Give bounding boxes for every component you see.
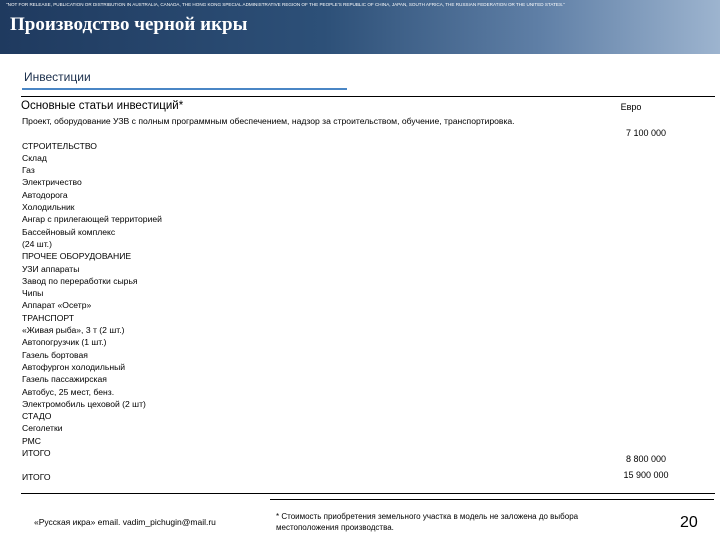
table-row: Ангар с прилегающей территорией bbox=[22, 214, 162, 225]
table-row: Завод по переработки сырья bbox=[22, 275, 138, 286]
table-row: Электромобиль цеховой (2 шт) bbox=[22, 398, 146, 409]
footnote: * Стоимость приобретения земельного участка в модель не заложена до выбора местоположения производства. bbox=[276, 512, 579, 532]
table-row: УЗИ аппараты bbox=[22, 263, 80, 274]
table-header-items: Основные статьи инвестиций* bbox=[21, 100, 184, 112]
table-row: СТАДО bbox=[22, 411, 52, 422]
table-row: (24 шт.) bbox=[22, 238, 52, 249]
table-header-currency: Евро bbox=[620, 102, 642, 112]
footer-divider bbox=[270, 499, 714, 500]
table-row: СТРОИТЕЛЬСТВО bbox=[22, 140, 97, 151]
footer-contact: «Русская икра» email. vadim_pichugin@mail.ru bbox=[34, 517, 216, 527]
table-row: «Живая рыба», 3 т (2 шт.) bbox=[22, 325, 125, 336]
table-row: Склад bbox=[22, 152, 47, 163]
header-banner bbox=[0, 0, 720, 54]
table-row: Бассейновый комплекс bbox=[22, 226, 116, 237]
table-row: Автодорога bbox=[22, 189, 68, 200]
table-row: Автобус, 25 мест, бенз. bbox=[22, 386, 115, 397]
table-row-total: ИТОГО bbox=[22, 472, 51, 483]
table-row: ТРАНСПОРТ bbox=[22, 312, 75, 323]
total-cost: 15 900 000 bbox=[623, 470, 669, 480]
project-cost: 7 100 000 bbox=[625, 128, 667, 138]
table-row: Газ bbox=[22, 165, 35, 176]
table-row: Проект, оборудование УЗВ с полным программным обеспечением, надзор за строительством, обучение, транспортировка. bbox=[22, 116, 515, 126]
investment-items bbox=[22, 115, 532, 483]
legal-disclaimer: "NOT FOR RELEASE, PUBLICATION OR DISTRIBUTION IN AUSTRALIA, CANADA, THE HONG KONG SPECIAL ADMINISTRATIVE REGION OF THE PEOPLE'S REPUBLIC OF CHINA, JAPAN, SOUTH AFRICA, THE RUSSIAN FEDERATION OR THE UNITED STATES." bbox=[6, 2, 565, 7]
table-row: РМС bbox=[22, 435, 42, 446]
table-row: Газель пассажирская bbox=[22, 374, 107, 385]
section-title: Инвестиции bbox=[24, 70, 91, 84]
table-header bbox=[21, 97, 715, 115]
table-row: ИТОГО bbox=[22, 447, 51, 458]
investment-table bbox=[21, 96, 715, 494]
page-number: 20 bbox=[680, 514, 698, 531]
table-row: Электричество bbox=[22, 177, 82, 188]
table-row: Холодильник bbox=[22, 202, 75, 213]
table-row: ПРОЧЕЕ ОБОРУДОВАНИЕ bbox=[22, 251, 132, 262]
table-row: Чипы bbox=[22, 288, 44, 299]
table-row: Сеголетки bbox=[22, 423, 63, 434]
subtotal-cost: 8 800 000 bbox=[625, 454, 667, 464]
table-row: Автофургон холодильный bbox=[22, 361, 126, 372]
table-row: Аппарат «Осетр» bbox=[22, 300, 92, 311]
table-row: Автопогрузчик (1 шт.) bbox=[22, 337, 107, 348]
table-row: Газель бортовая bbox=[22, 349, 88, 360]
section-underline bbox=[22, 88, 347, 90]
page-title: Производство черной икры bbox=[10, 14, 248, 35]
